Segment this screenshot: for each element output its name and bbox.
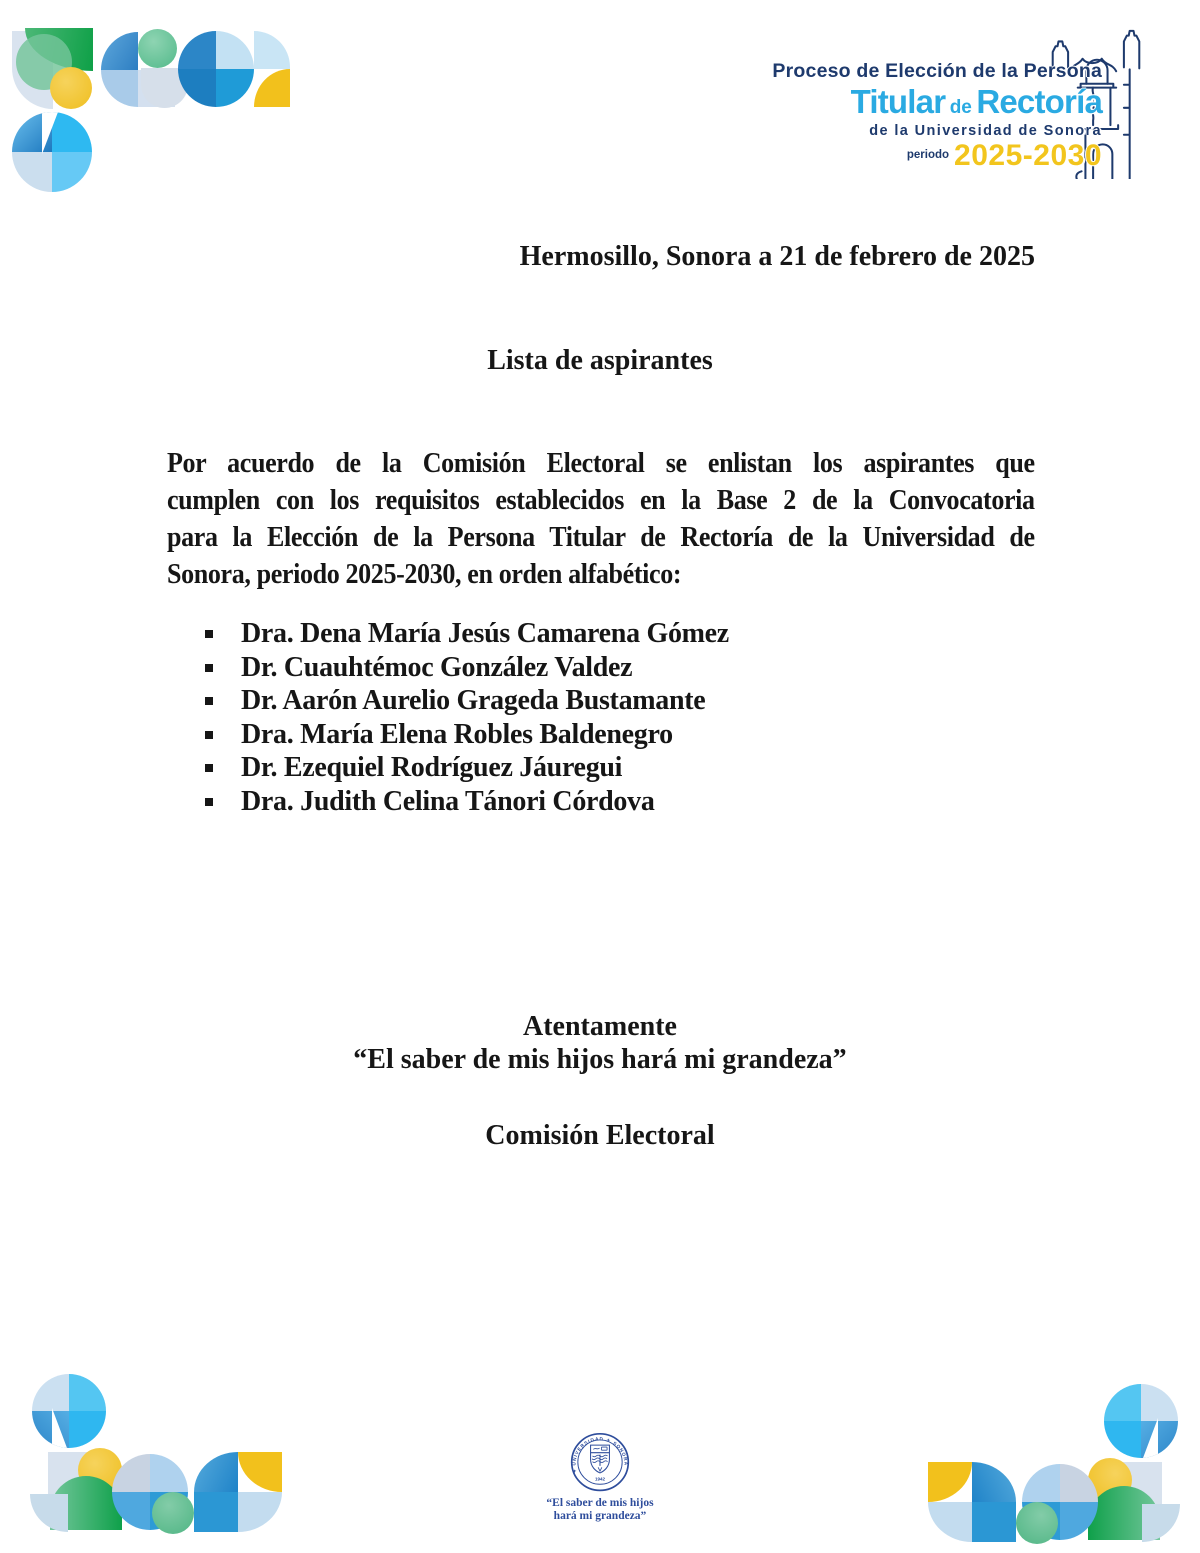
deco-shape [972,1462,1016,1502]
page-title: Lista de aspirantes [487,345,713,376]
seal-motto-line1: “El saber de mis hijos [546,1497,654,1509]
body-paragraph [167,445,1035,593]
logo-periodo-label: periodo [906,149,950,161]
deco-shape [254,31,290,69]
deco-notch [42,112,58,154]
aspirante-name: Dra. Judith Celina Tánori Córdova [241,785,655,817]
deco-shape [254,69,290,107]
signature: Comisión Electoral [485,1120,715,1151]
deco-shape [1016,1502,1058,1544]
list-item [205,751,729,785]
logo-de: de [949,97,972,118]
bullet-square-icon [205,798,213,806]
aspirante-name: Dr. Cuauhtémoc González Valdez [241,651,633,683]
deco-shape [928,1462,972,1502]
deco-shape [1142,1504,1180,1542]
bullet-square-icon [205,630,213,638]
deco-quadrant-circle [12,112,92,192]
list-item [205,718,729,752]
geometric-mosaic-bottom-left [30,1374,282,1532]
logo-periodo-value: 2025-2030 [954,139,1102,172]
bullet-square-icon [205,764,213,772]
aspirante-name: Dr. Aarón Aurelio Grageda Bustamante [241,685,706,716]
logo-text-block [700,60,1102,173]
university-seal [567,1431,633,1497]
logo-line2 [700,83,1102,121]
bullet-square-icon [205,697,213,705]
paragraph-line: cumplen con los requisitos establecidos en la Base 2 de la Convocatoria [167,485,1035,516]
deco-notch [52,1408,67,1448]
bullet-square-icon [205,664,213,672]
deco-quadrant-circle [178,31,254,107]
list-item [205,651,729,685]
seal-motto-line2: hará mi grandeza” [553,1510,647,1522]
deco-quadrant-circle [32,1374,106,1448]
salutation: Atentamente [523,1011,677,1042]
deco-quadrant-circle [1104,1384,1178,1458]
aspirante-name: Dra. Dena María Jesús Camarena Gómez [241,618,729,649]
seal-year: 1942 [594,1476,606,1482]
motto-quote: “El saber de mis hijos hará mi grandeza” [353,1044,847,1075]
deco-shape [928,1502,972,1542]
logo-line3: de la Universidad de Sonora [869,123,1102,139]
deco-notch [1143,1418,1158,1458]
deco-shape [50,67,92,109]
deco-shape [30,1494,68,1532]
bullet-square-icon [205,731,213,739]
paragraph-line: Sonora, periodo 2025-2030, en orden alfabético: [167,559,682,590]
deco-shape [101,32,138,70]
seal-ring-text: ✦ UNIVERSIDAD ✦ SONORA [571,1436,629,1474]
list-item [205,617,729,651]
paragraph-line: para la Elección de la Persona Titular de Rectoría de la Universidad de [167,522,1035,553]
logo-line4 [700,139,1102,173]
deco-shape [101,70,138,107]
date-line: Hermosillo, Sonora a 21 de febrero de 2025 [519,241,1035,272]
logo-line1: Proceso de Elección de la Persona [772,60,1102,82]
deco-shape [238,1492,282,1532]
logo-titular: Titular [850,83,946,120]
paragraph-line: Por acuerdo de la Comisión Electoral se enlistan los aspirantes que [167,448,1035,479]
list-item [205,684,729,718]
deco-shape [972,1502,1016,1542]
geometric-mosaic-bottom-right [928,1384,1180,1542]
geometric-mosaic-top-left [12,28,290,196]
deco-shape [238,1452,282,1492]
aspirantes-list [205,617,729,818]
deco-shape [194,1492,238,1532]
aspirante-name: Dra. María Elena Robles Baldenegro [241,718,673,750]
list-item [205,785,729,819]
deco-shape [152,1492,194,1534]
aspirante-name: Dr. Ezequiel Rodríguez Jáuregui [241,752,623,783]
seal-shield [591,1445,610,1473]
deco-shape [194,1452,238,1492]
logo-rectoria: Rectoría [976,83,1102,120]
seal-motto [450,1497,750,1523]
deco-shape [138,29,177,68]
closing-block [0,1010,1200,1152]
